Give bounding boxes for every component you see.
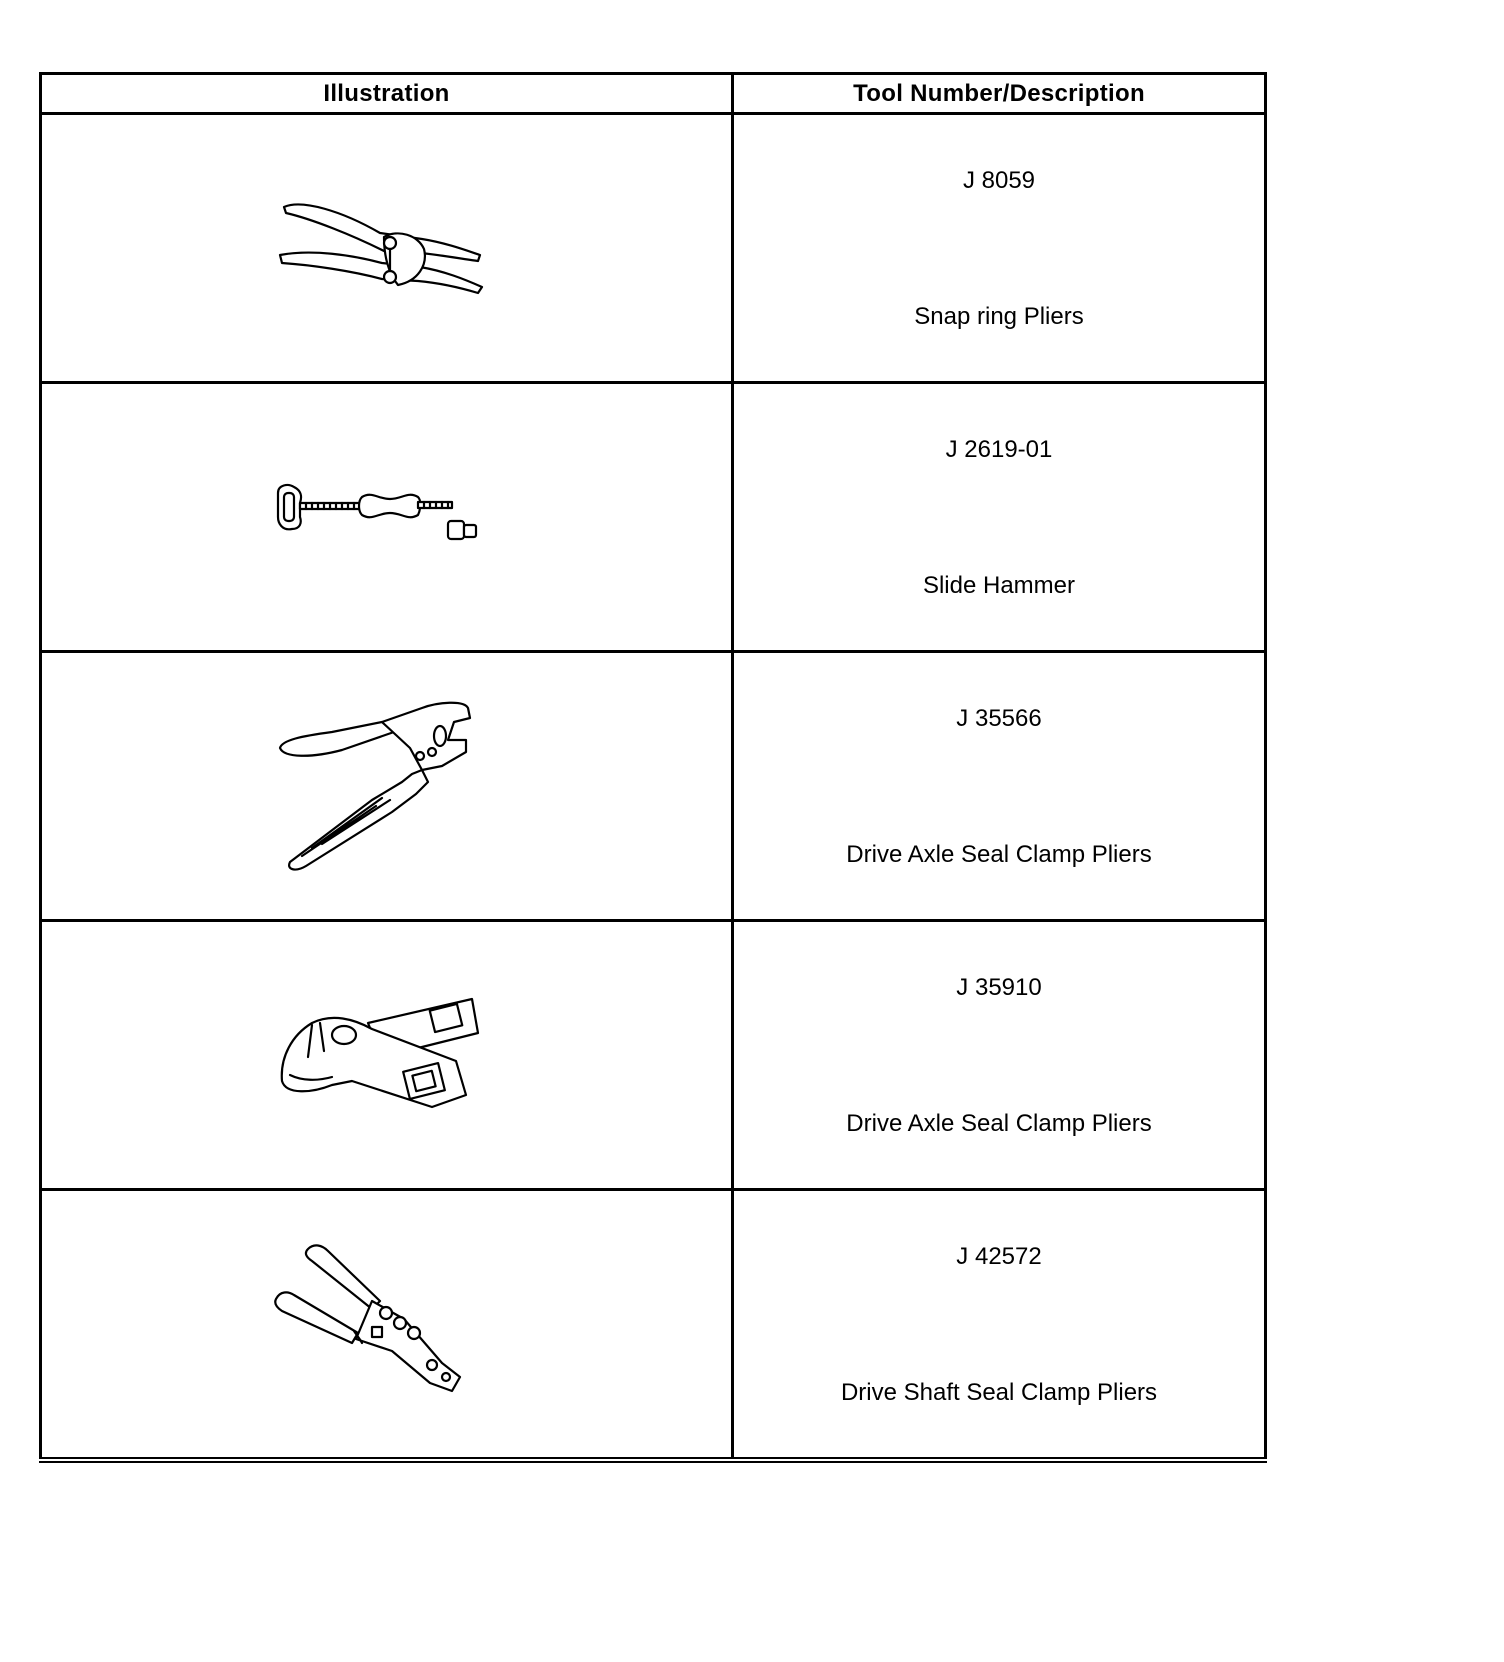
illustration-cell	[41, 1190, 733, 1461]
snap-ring-pliers-icon	[272, 193, 502, 303]
seal-clamp-pliers-icon	[272, 696, 502, 876]
description-cell	[733, 652, 1266, 921]
shaft-clamp-pliers-icon	[272, 1239, 502, 1409]
tool-number: J 2619-01	[945, 436, 1053, 463]
description-cell	[733, 921, 1266, 1190]
tool-description: Drive Axle Seal Clamp Pliers	[846, 1110, 1152, 1137]
tool-number: J 35566	[956, 705, 1042, 732]
header-illustration: Illustration	[41, 74, 733, 114]
illustration-cell	[41, 383, 733, 652]
slide-hammer-icon	[272, 477, 502, 557]
tool-number: J 8059	[962, 167, 1036, 194]
table-row	[41, 652, 1266, 921]
header-tool-number-description: Tool Number/Description	[733, 74, 1266, 114]
table-row	[41, 383, 1266, 652]
table-row	[41, 921, 1266, 1190]
table-row	[41, 114, 1266, 383]
tool-number: J 35910	[956, 974, 1042, 1001]
description-cell	[733, 383, 1266, 652]
tool-description: Snap ring Pliers	[914, 303, 1084, 330]
seal-clamp-tool-icon	[272, 985, 502, 1125]
illustration-cell	[41, 921, 733, 1190]
special-tools-table	[39, 72, 1267, 1463]
tool-number: J 42572	[956, 1243, 1042, 1270]
table-header-row	[41, 74, 1266, 114]
tool-description: Drive Axle Seal Clamp Pliers	[846, 841, 1152, 868]
tool-description: Drive Shaft Seal Clamp Pliers	[840, 1379, 1158, 1406]
tool-description: Slide Hammer	[922, 572, 1076, 599]
illustration-cell	[41, 652, 733, 921]
description-cell	[733, 114, 1266, 383]
description-cell	[733, 1190, 1266, 1461]
illustration-cell	[41, 114, 733, 383]
table-row	[41, 1190, 1266, 1461]
